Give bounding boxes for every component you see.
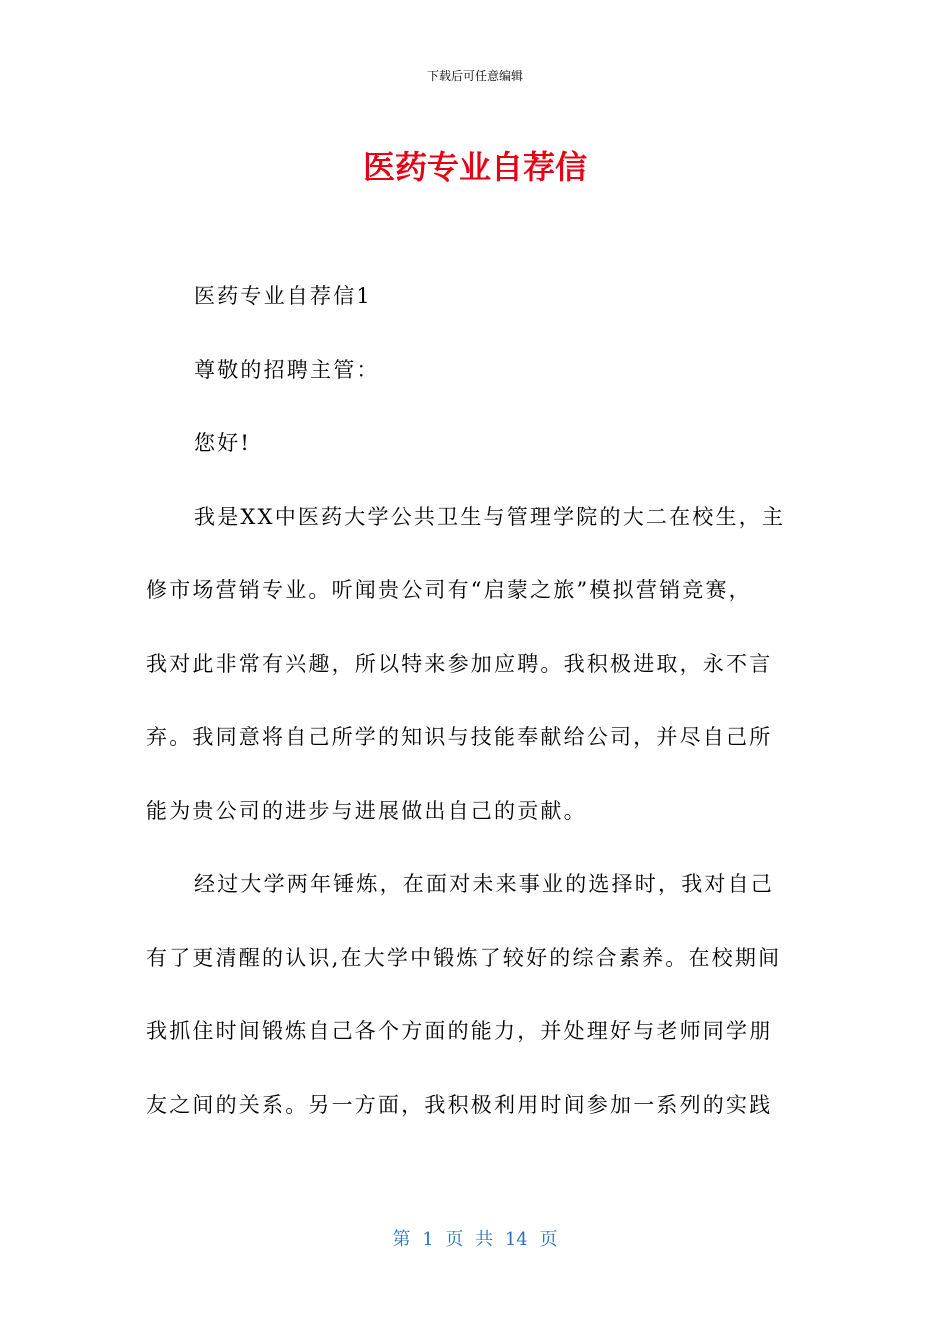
header-note: 下载后可任意编辑 <box>426 69 523 83</box>
letter-body <box>146 260 806 1142</box>
paragraph-line: 经过大学两年锤炼，在面对未来事业的选择时，我对自己 <box>194 872 774 896</box>
paragraph-1 <box>146 481 806 849</box>
paragraph-line: 我对此非常有兴趣，所以特来参加应聘。我积极进取，永不言 <box>146 651 773 676</box>
paragraph-line: 弃。我同意将自己所学的知识与技能奉献给公司，并尽自己所 <box>146 725 773 749</box>
paragraph-line: 能为贵公司的进步与进展做出自己的贡献。 <box>146 798 587 823</box>
paragraph-line: 修市场营销专业。听闻贵公司有“启蒙之旅”模拟营销竞赛， <box>146 578 752 602</box>
letter-salutation: 尊敬的招聘主管： <box>194 357 380 382</box>
letter-heading: 医药专业自荐信1 <box>194 284 372 308</box>
paragraph-line: 我抓住时间锻炼自己各个方面的能力，并处理好与老师同学朋 <box>146 1019 773 1043</box>
document-title: 医药专业自荐信 <box>362 148 587 186</box>
letter-greeting: 您好! <box>194 431 252 455</box>
paragraph-line: 有了更清醒的认识,在大学中锻炼了较好的综合素养。在校期间 <box>146 945 782 970</box>
paragraph-line: 我是XX中医药大学公共卫生与管理学院的大二在校生，主 <box>194 504 786 529</box>
page-number-footer: 第 1 页 共 14 页 <box>392 1229 558 1250</box>
paragraph-2 <box>146 848 806 1142</box>
paragraph-line: 友之间的关系。另一方面，我积极利用时间参加一系列的实践 <box>146 1092 773 1117</box>
